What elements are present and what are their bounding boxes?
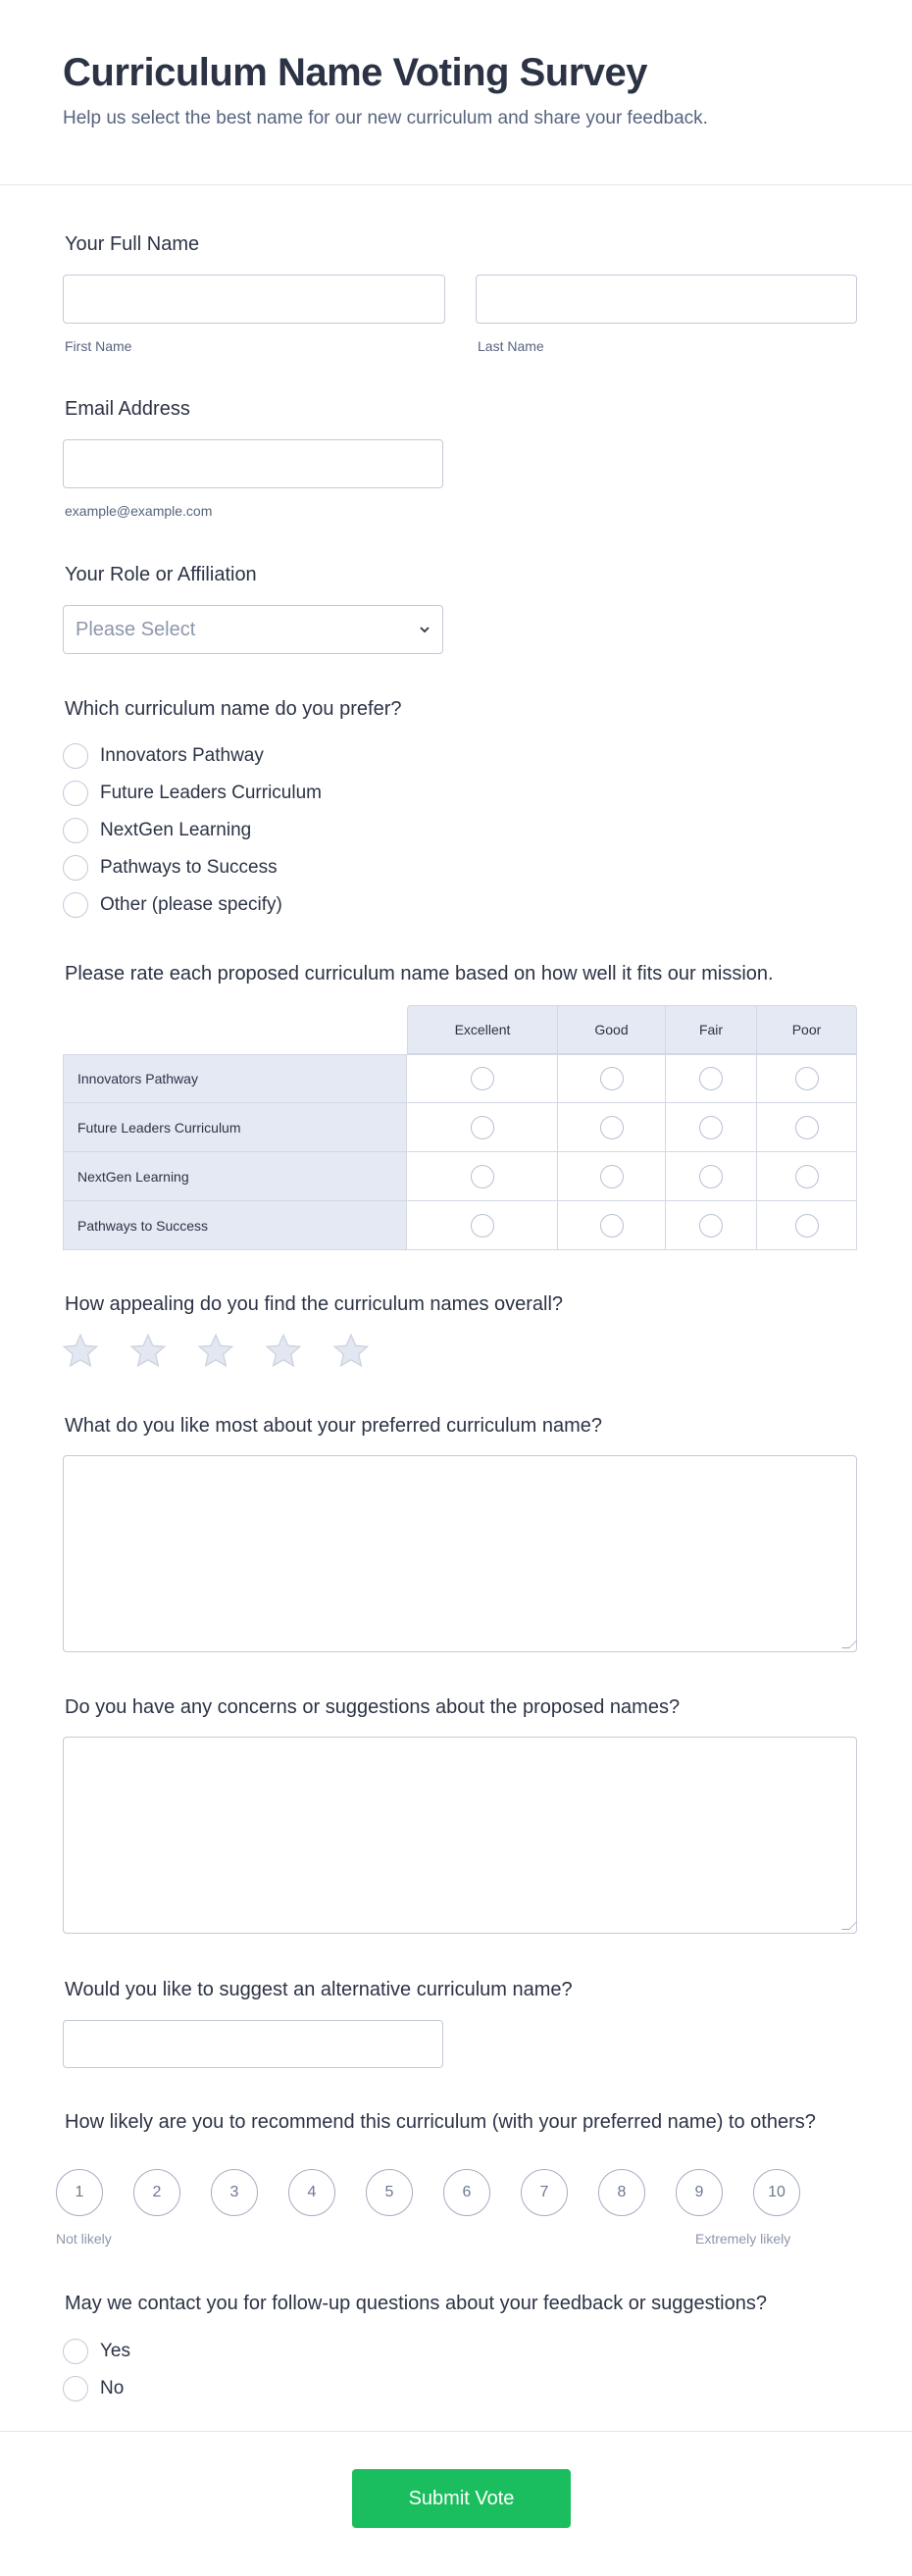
radio-button[interactable] xyxy=(795,1116,819,1139)
alternative-label: Would you like to suggest an alternative curriculum name? xyxy=(65,1979,573,2000)
preference-option[interactable]: Future Leaders Curriculum xyxy=(63,775,322,812)
radio-button[interactable] xyxy=(795,1067,819,1090)
matrix-row-label: Pathways to Success xyxy=(63,1201,407,1250)
scale-option[interactable]: 10 xyxy=(753,2169,800,2216)
radio-button[interactable] xyxy=(63,781,88,806)
preference-label: Which curriculum name do you prefer? xyxy=(65,698,402,720)
recommend-label: How likely are you to recommend this curriculum (with your preferred name) to others? xyxy=(65,2111,816,2133)
preference-option[interactable]: Innovators Pathway xyxy=(63,737,322,775)
star-icon[interactable] xyxy=(128,1332,168,1371)
scale-option[interactable]: 1 xyxy=(56,2169,103,2216)
page-subtitle: Help us select the best name for our new curriculum and share your feedback. xyxy=(63,108,708,128)
matrix-row-label: NextGen Learning xyxy=(63,1152,407,1201)
preference-option[interactable]: Pathways to Success xyxy=(63,849,322,886)
matrix-column-header: Fair xyxy=(666,1005,757,1054)
scale-high-label: Extremely likely xyxy=(695,2231,791,2247)
header-divider xyxy=(0,184,912,185)
scale-option[interactable]: 6 xyxy=(443,2169,490,2216)
radio-button[interactable] xyxy=(63,818,88,843)
matrix-column-header: Poor xyxy=(757,1005,857,1054)
email-sublabel: example@example.com xyxy=(65,503,213,519)
contact-option-yes[interactable]: Yes xyxy=(63,2333,130,2370)
radio-button[interactable] xyxy=(795,1165,819,1188)
star-icon[interactable] xyxy=(61,1332,100,1371)
first-name-sublabel: First Name xyxy=(65,338,132,354)
first-name-input[interactable] xyxy=(63,275,445,324)
rating-matrix xyxy=(63,1005,857,1250)
matrix-row xyxy=(63,1103,857,1152)
resize-handle-icon[interactable] xyxy=(841,1922,857,1930)
matrix-column-header: Good xyxy=(558,1005,666,1054)
radio-button[interactable] xyxy=(63,855,88,881)
star-icon[interactable] xyxy=(264,1332,303,1371)
star-icon[interactable] xyxy=(196,1332,235,1371)
radio-button[interactable] xyxy=(600,1165,624,1188)
like-most-textarea[interactable] xyxy=(63,1455,857,1652)
role-label: Your Role or Affiliation xyxy=(65,564,257,585)
radio-button[interactable] xyxy=(600,1214,624,1237)
radio-button[interactable] xyxy=(471,1165,494,1188)
contact-options xyxy=(63,2333,130,2407)
radio-button[interactable] xyxy=(63,2339,88,2364)
radio-button[interactable] xyxy=(63,2376,88,2401)
page-title: Curriculum Name Voting Survey xyxy=(63,51,648,94)
radio-button[interactable] xyxy=(471,1067,494,1090)
last-name-input[interactable] xyxy=(476,275,857,324)
matrix-row xyxy=(63,1152,857,1201)
radio-button[interactable] xyxy=(795,1214,819,1237)
star-icon[interactable] xyxy=(331,1332,371,1371)
matrix-row xyxy=(63,1201,857,1250)
matrix-row-label: Innovators Pathway xyxy=(63,1054,407,1103)
scale-option[interactable]: 7 xyxy=(521,2169,568,2216)
scale-option[interactable]: 3 xyxy=(211,2169,258,2216)
like-most-label: What do you like most about your preferred curriculum name? xyxy=(65,1415,603,1437)
matrix-row xyxy=(63,1054,857,1103)
chevron-down-icon xyxy=(419,625,431,634)
matrix-column-header: Excellent xyxy=(407,1005,558,1054)
full-name-label: Your Full Name xyxy=(65,233,200,255)
matrix-row-label: Future Leaders Curriculum xyxy=(63,1103,407,1152)
email-input[interactable] xyxy=(63,439,443,488)
radio-button[interactable] xyxy=(471,1116,494,1139)
preference-options xyxy=(63,737,322,924)
radio-button[interactable] xyxy=(600,1067,624,1090)
concerns-textarea[interactable] xyxy=(63,1737,857,1934)
star-rating xyxy=(61,1332,371,1371)
scale-option[interactable]: 9 xyxy=(676,2169,723,2216)
scale-option[interactable]: 5 xyxy=(366,2169,413,2216)
role-select[interactable] xyxy=(63,605,443,654)
radio-button[interactable] xyxy=(600,1116,624,1139)
radio-button[interactable] xyxy=(699,1165,723,1188)
alternative-name-input[interactable] xyxy=(63,2020,443,2068)
radio-button[interactable] xyxy=(699,1214,723,1237)
radio-button[interactable] xyxy=(699,1067,723,1090)
role-select-value: Please Select xyxy=(76,619,196,640)
radio-button[interactable] xyxy=(699,1116,723,1139)
last-name-sublabel: Last Name xyxy=(478,338,544,354)
submit-button[interactable]: Submit Vote xyxy=(352,2469,571,2528)
contact-option-no[interactable]: No xyxy=(63,2370,130,2407)
matrix-label: Please rate each proposed curriculum name based on how well it fits our mission. xyxy=(65,963,774,985)
appeal-label: How appealing do you find the curriculum names overall? xyxy=(65,1293,564,1315)
preference-option[interactable]: Other (please specify) xyxy=(63,886,322,924)
scale-option[interactable]: 2 xyxy=(133,2169,180,2216)
contact-label: May we contact you for follow-up questions about your feedback or suggestions? xyxy=(65,2293,767,2314)
resize-handle-icon[interactable] xyxy=(841,1641,857,1648)
footer-divider xyxy=(0,2431,912,2432)
scale-option[interactable]: 8 xyxy=(598,2169,645,2216)
preference-option[interactable]: NextGen Learning xyxy=(63,812,322,849)
concerns-label: Do you have any concerns or suggestions about the proposed names? xyxy=(65,1696,681,1718)
radio-button[interactable] xyxy=(63,743,88,769)
radio-button[interactable] xyxy=(471,1214,494,1237)
scale-low-label: Not likely xyxy=(56,2231,112,2247)
email-label: Email Address xyxy=(65,398,190,420)
radio-button[interactable] xyxy=(63,892,88,918)
recommend-scale xyxy=(56,2169,800,2216)
scale-option[interactable]: 4 xyxy=(288,2169,335,2216)
